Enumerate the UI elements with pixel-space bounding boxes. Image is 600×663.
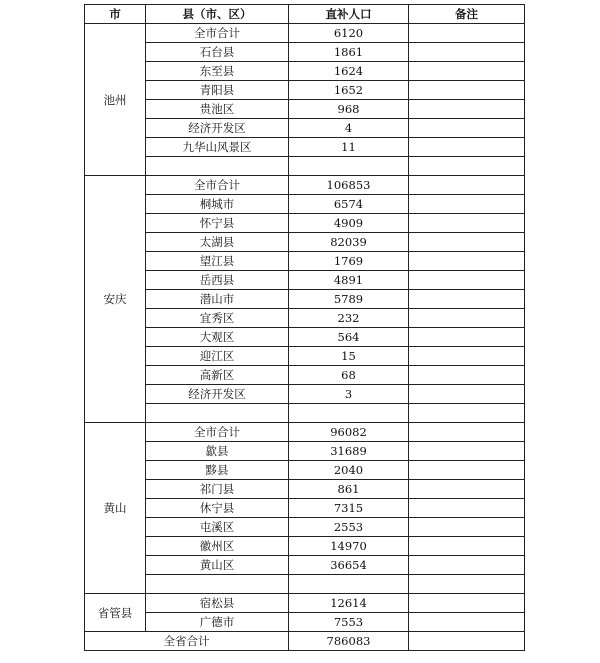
note-cell (409, 43, 525, 62)
note-cell (409, 328, 525, 347)
population-cell: 861 (289, 480, 409, 499)
total-row (85, 632, 525, 651)
population-cell: 7553 (289, 613, 409, 632)
county-cell: 宜秀区 (146, 309, 289, 328)
header-note: 备注 (409, 5, 525, 24)
county-cell: 经济开发区 (146, 385, 289, 404)
table-row (85, 480, 525, 499)
table-row (85, 43, 525, 62)
county-cell: 青阳县 (146, 81, 289, 100)
table-row (85, 328, 525, 347)
table-row (85, 138, 525, 157)
empty-cell (146, 404, 289, 423)
county-cell: 迎江区 (146, 347, 289, 366)
note-cell (409, 442, 525, 461)
note-cell (409, 366, 525, 385)
note-cell (409, 499, 525, 518)
table-row (85, 233, 525, 252)
note-cell (409, 309, 525, 328)
total-label: 全省合计 (85, 632, 289, 651)
empty-cell (289, 404, 409, 423)
note-cell (409, 100, 525, 119)
note-cell (409, 62, 525, 81)
population-cell: 6574 (289, 195, 409, 214)
county-cell: 潜山市 (146, 290, 289, 309)
population-cell: 14970 (289, 537, 409, 556)
note-cell (409, 594, 525, 613)
spacer-row (85, 575, 525, 594)
header-population: 直补人口 (289, 5, 409, 24)
note-cell (409, 461, 525, 480)
table-row (85, 290, 525, 309)
table-row (85, 271, 525, 290)
table-row (85, 100, 525, 119)
county-cell: 屯溪区 (146, 518, 289, 537)
population-cell: 5789 (289, 290, 409, 309)
city-cell: 黄山 (85, 423, 146, 594)
table-row (85, 214, 525, 233)
table-row (85, 537, 525, 556)
population-cell: 11 (289, 138, 409, 157)
empty-cell (409, 575, 525, 594)
county-cell: 广德市 (146, 613, 289, 632)
note-cell (409, 347, 525, 366)
county-cell: 怀宁县 (146, 214, 289, 233)
county-cell: 高新区 (146, 366, 289, 385)
county-cell: 太湖县 (146, 233, 289, 252)
population-cell: 36654 (289, 556, 409, 575)
table-row (85, 423, 525, 442)
note-cell (409, 290, 525, 309)
county-cell: 石台县 (146, 43, 289, 62)
note-cell (409, 480, 525, 499)
empty-cell (146, 157, 289, 176)
header-row (85, 5, 525, 24)
population-cell: 12614 (289, 594, 409, 613)
empty-cell (409, 404, 525, 423)
population-cell: 1861 (289, 43, 409, 62)
note-cell (409, 423, 525, 442)
population-cell: 106853 (289, 176, 409, 195)
header-county: 县（市、区） (146, 5, 289, 24)
population-cell: 31689 (289, 442, 409, 461)
county-cell: 休宁县 (146, 499, 289, 518)
note-cell (409, 214, 525, 233)
population-cell: 3 (289, 385, 409, 404)
population-table (84, 4, 525, 651)
table-row (85, 195, 525, 214)
county-cell: 岳西县 (146, 271, 289, 290)
total-population: 786083 (289, 632, 409, 651)
table-row (85, 252, 525, 271)
note-cell (409, 518, 525, 537)
table-row (85, 518, 525, 537)
county-cell: 东至县 (146, 62, 289, 81)
table-row (85, 594, 525, 613)
table-row (85, 119, 525, 138)
population-cell: 1652 (289, 81, 409, 100)
population-cell: 68 (289, 366, 409, 385)
population-cell: 96082 (289, 423, 409, 442)
population-cell: 564 (289, 328, 409, 347)
table-row (85, 366, 525, 385)
county-cell: 徽州区 (146, 537, 289, 556)
population-cell: 7315 (289, 499, 409, 518)
county-cell: 黟县 (146, 461, 289, 480)
empty-cell (146, 575, 289, 594)
note-cell (409, 537, 525, 556)
county-cell: 桐城市 (146, 195, 289, 214)
population-cell: 15 (289, 347, 409, 366)
population-cell: 4 (289, 119, 409, 138)
population-cell: 1769 (289, 252, 409, 271)
city-cell: 安庆 (85, 176, 146, 423)
note-cell (409, 176, 525, 195)
note-cell (409, 632, 525, 651)
county-cell: 贵池区 (146, 100, 289, 119)
note-cell (409, 252, 525, 271)
empty-cell (409, 157, 525, 176)
county-cell: 宿松县 (146, 594, 289, 613)
table-row (85, 81, 525, 100)
county-cell: 全市合计 (146, 176, 289, 195)
empty-cell (289, 157, 409, 176)
county-cell: 望江县 (146, 252, 289, 271)
city-cell: 省管县 (85, 594, 146, 632)
county-cell: 祁门县 (146, 480, 289, 499)
table-row (85, 461, 525, 480)
table-row (85, 556, 525, 575)
population-cell: 2040 (289, 461, 409, 480)
population-cell: 232 (289, 309, 409, 328)
table-row (85, 347, 525, 366)
note-cell (409, 195, 525, 214)
population-cell: 4891 (289, 271, 409, 290)
note-cell (409, 119, 525, 138)
note-cell (409, 233, 525, 252)
population-cell: 4909 (289, 214, 409, 233)
population-cell: 2553 (289, 518, 409, 537)
table-body (85, 24, 525, 651)
table-row (85, 62, 525, 81)
county-cell: 九华山风景区 (146, 138, 289, 157)
table-row (85, 176, 525, 195)
county-cell: 黄山区 (146, 556, 289, 575)
empty-cell (289, 575, 409, 594)
county-cell: 大观区 (146, 328, 289, 347)
note-cell (409, 613, 525, 632)
city-cell: 池州 (85, 24, 146, 176)
county-cell: 经济开发区 (146, 119, 289, 138)
note-cell (409, 385, 525, 404)
note-cell (409, 138, 525, 157)
table-row (85, 499, 525, 518)
spacer-row (85, 157, 525, 176)
county-cell: 歙县 (146, 442, 289, 461)
table-row (85, 309, 525, 328)
population-cell: 968 (289, 100, 409, 119)
note-cell (409, 81, 525, 100)
note-cell (409, 271, 525, 290)
population-cell: 6120 (289, 24, 409, 43)
population-cell: 82039 (289, 233, 409, 252)
spacer-row (85, 404, 525, 423)
population-cell: 1624 (289, 62, 409, 81)
county-cell: 全市合计 (146, 24, 289, 43)
table-row (85, 385, 525, 404)
table-row (85, 24, 525, 43)
note-cell (409, 24, 525, 43)
header-city: 市 (85, 5, 146, 24)
table-row (85, 613, 525, 632)
note-cell (409, 556, 525, 575)
county-cell: 全市合计 (146, 423, 289, 442)
table-row (85, 442, 525, 461)
